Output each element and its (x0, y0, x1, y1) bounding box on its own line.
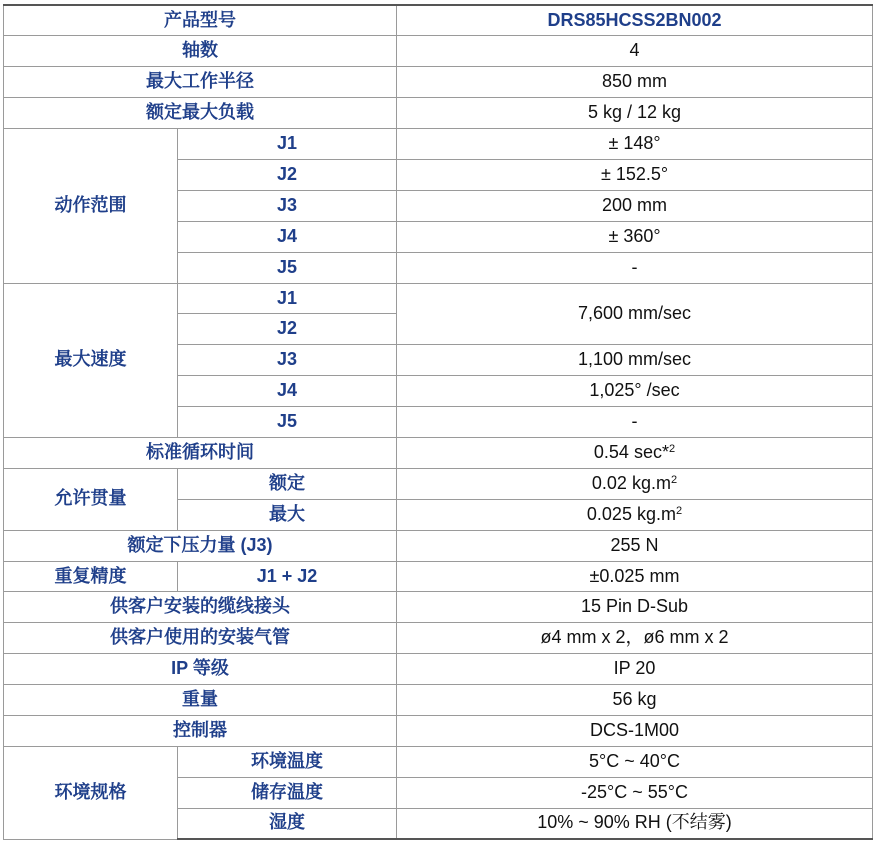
humidity-label: 湿度 (178, 808, 397, 839)
payload-value: 5 kg / 12 kg (397, 98, 873, 129)
humidity-value: 10% ~ 90% RH (不结雾) (397, 808, 873, 839)
reach-label: 最大工作半径 (4, 67, 397, 98)
inertia-rated-sup: 2 (670, 473, 678, 486)
inertia-rated-text: 0.02 kg.m (591, 472, 671, 493)
axes-value: 4 (397, 36, 873, 67)
motion-axis-j5: J5 (178, 252, 397, 283)
inertia-max-value (397, 499, 873, 530)
motion-value-j5: - (397, 252, 873, 283)
cycle-time-text: 0.54 sec* (593, 442, 669, 463)
cycle-time-value (397, 437, 873, 468)
spec-row-speed-j1 (4, 283, 873, 314)
ip-label: IP 等级 (4, 654, 397, 685)
controller-label: 控制器 (4, 715, 397, 746)
speed-value-j1-j2: 7,600 mm/sec (397, 283, 873, 345)
spec-row-cable (4, 592, 873, 623)
motion-axis-j1: J1 (178, 129, 397, 160)
speed-axis-j5: J5 (178, 407, 397, 438)
motion-axis-j2: J2 (178, 159, 397, 190)
cable-value: 15 Pin D-Sub (397, 592, 873, 623)
storage-temp-label: 储存温度 (178, 777, 397, 808)
spec-row-model (4, 5, 873, 36)
inertia-label: 允许贯量 (4, 468, 178, 530)
downforce-label: 额定下压力量 (J3) (4, 530, 397, 561)
spec-row-motion-j1 (4, 129, 873, 160)
controller-value: DCS-1M00 (397, 715, 873, 746)
inertia-max-label: 最大 (178, 499, 397, 530)
motion-value-j2: ± 152.5° (397, 159, 873, 190)
air-value: ø4 mm x 2，ø6 mm x 2 (397, 623, 873, 654)
storage-temp-value: -25°C ~ 55°C (397, 777, 873, 808)
repeatability-label: 重复精度 (4, 561, 178, 592)
speed-axis-j4: J4 (178, 376, 397, 407)
motion-value-j4: ± 360° (397, 221, 873, 252)
spec-row-axes (4, 36, 873, 67)
cycle-time-footnote: 2 (668, 443, 676, 456)
speed-axis-j3: J3 (178, 345, 397, 376)
env-temp-value: 5°C ~ 40°C (397, 746, 873, 777)
inertia-rated-label: 额定 (178, 468, 397, 499)
env-temp-label: 环境温度 (178, 746, 397, 777)
inertia-rated-value (397, 468, 873, 499)
speed-value-j5: - (397, 407, 873, 438)
downforce-value: 255 N (397, 530, 873, 561)
ip-value: IP 20 (397, 654, 873, 685)
spec-row-ip (4, 654, 873, 685)
inertia-max-text: 0.025 kg.m (586, 503, 676, 524)
spec-row-cycle-time (4, 437, 873, 468)
environment-label: 环境规格 (4, 746, 178, 839)
spec-table (3, 4, 873, 840)
axes-label: 轴数 (4, 36, 397, 67)
speed-axis-j1: J1 (178, 283, 397, 314)
model-value: DRS85HCSS2BN002 (397, 5, 873, 36)
spec-row-inertia-rated (4, 468, 873, 499)
motion-value-j3: 200 mm (397, 190, 873, 221)
motion-range-label: 动作范围 (4, 129, 178, 283)
air-label: 供客户使用的安装气管 (4, 623, 397, 654)
speed-value-j4: 1,025° /sec (397, 376, 873, 407)
payload-label: 额定最大负载 (4, 98, 397, 129)
max-speed-label: 最大速度 (4, 283, 178, 437)
motion-axis-j3: J3 (178, 190, 397, 221)
spec-row-payload (4, 98, 873, 129)
spec-row-env-temp (4, 746, 873, 777)
inertia-max-sup: 2 (675, 504, 683, 517)
weight-value: 56 kg (397, 685, 873, 716)
repeatability-axes: J1 + J2 (178, 561, 397, 592)
motion-axis-j4: J4 (178, 221, 397, 252)
model-label: 产品型号 (4, 5, 397, 36)
cable-label: 供客户安装的缆线接头 (4, 592, 397, 623)
reach-value: 850 mm (397, 67, 873, 98)
spec-row-repeatability (4, 561, 873, 592)
spec-row-reach (4, 67, 873, 98)
speed-value-j3: 1,100 mm/sec (397, 345, 873, 376)
motion-value-j1: ± 148° (397, 129, 873, 160)
speed-axis-j2: J2 (178, 314, 397, 345)
spec-row-downforce (4, 530, 873, 561)
spec-row-weight (4, 685, 873, 716)
spec-row-air (4, 623, 873, 654)
weight-label: 重量 (4, 685, 397, 716)
spec-row-controller (4, 715, 873, 746)
repeatability-value: ±0.025 mm (397, 561, 873, 592)
cycle-time-label: 标准循环时间 (4, 437, 397, 468)
